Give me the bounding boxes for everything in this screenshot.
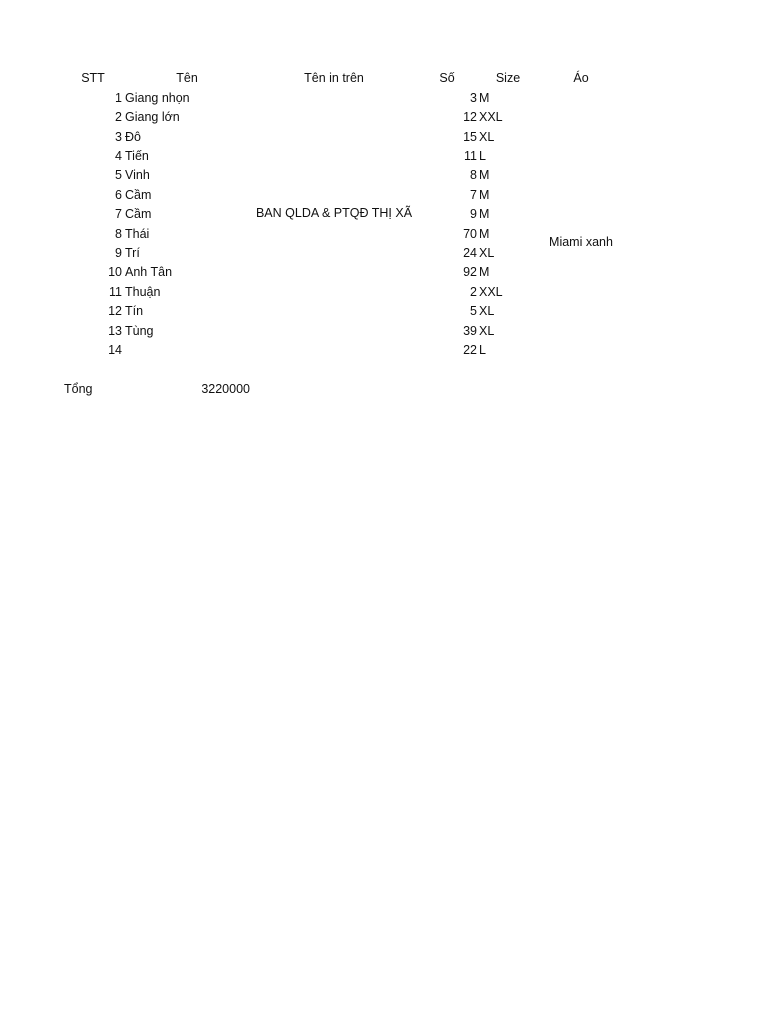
total-label: Tổng (64, 382, 93, 396)
row-size: M (479, 226, 490, 241)
total-value: 3220000 (201, 382, 250, 396)
row-size: M (479, 168, 490, 183)
merged-ten-in-tren: BAN QLDA & PTQĐ THỊ XÃ (255, 206, 413, 220)
row-stt: 1 (115, 90, 122, 105)
row-ten: Vinh (125, 168, 150, 183)
row-stt: 13 (108, 323, 122, 338)
row-so: 15 (463, 129, 477, 144)
row-stt: 11 (109, 284, 122, 299)
row-so: 22 (463, 343, 477, 357)
row-ten: Trí (125, 246, 140, 260)
row-ten: Cầm (125, 187, 152, 202)
row-so: 92 (463, 265, 477, 280)
row-ten: Tiến (125, 149, 149, 163)
row-ten: Thuận (125, 284, 161, 299)
row-so: 39 (463, 323, 477, 338)
row-stt: 6 (115, 187, 122, 202)
row-size: XL (479, 246, 495, 260)
row-stt: 4 (115, 149, 122, 163)
row-stt: 2 (115, 110, 122, 125)
row-stt: 5 (115, 168, 122, 183)
row-ten: Tùng (125, 323, 154, 338)
row-size: M (479, 90, 490, 105)
header-stt: STT (81, 71, 105, 85)
row-stt: 9 (115, 246, 122, 260)
row-size: L (479, 149, 486, 163)
header-so: Số (439, 71, 455, 85)
row-stt: 12 (108, 304, 122, 319)
row-ten: Cầm (125, 207, 152, 222)
row-stt: 14 (108, 343, 122, 357)
row-so: 9 (470, 207, 477, 222)
row-so: 70 (463, 226, 477, 241)
row-so: 3 (470, 90, 477, 105)
row-size: M (479, 207, 490, 222)
row-size: XL (479, 304, 495, 319)
row-so: 24 (463, 246, 477, 260)
row-ten: Giang lớn (125, 110, 180, 125)
row-so: 12 (463, 110, 477, 125)
row-so: 8 (470, 168, 477, 183)
row-size: XXL (479, 284, 503, 299)
row-stt: 8 (115, 226, 122, 241)
row-size: XL (479, 129, 495, 144)
row-so: 2 (470, 284, 477, 299)
row-ten: Giang nhọn (125, 90, 190, 105)
row-so: 5 (470, 304, 477, 319)
header-ten-in-tren: Tên in trên (304, 71, 364, 85)
header-ao: Áo (573, 71, 589, 85)
merged-ao: Miami xanh (549, 235, 613, 249)
row-ten: Thái (125, 226, 150, 241)
row-so: 11 (464, 149, 477, 163)
header-size: Size (495, 71, 521, 85)
row-stt: 7 (115, 207, 122, 222)
row-size: XXL (479, 110, 503, 125)
row-stt: 10 (108, 265, 122, 280)
row-so: 7 (470, 187, 477, 202)
row-stt: 3 (115, 129, 122, 144)
row-size: XL (479, 323, 495, 338)
header-ten: Tên (176, 71, 198, 85)
row-size: L (479, 343, 486, 357)
row-size: M (479, 265, 490, 280)
row-ten: Anh Tân (125, 265, 173, 280)
row-ten: Tín (125, 304, 144, 319)
row-ten: Đô (125, 129, 141, 144)
row-size: M (479, 187, 490, 202)
